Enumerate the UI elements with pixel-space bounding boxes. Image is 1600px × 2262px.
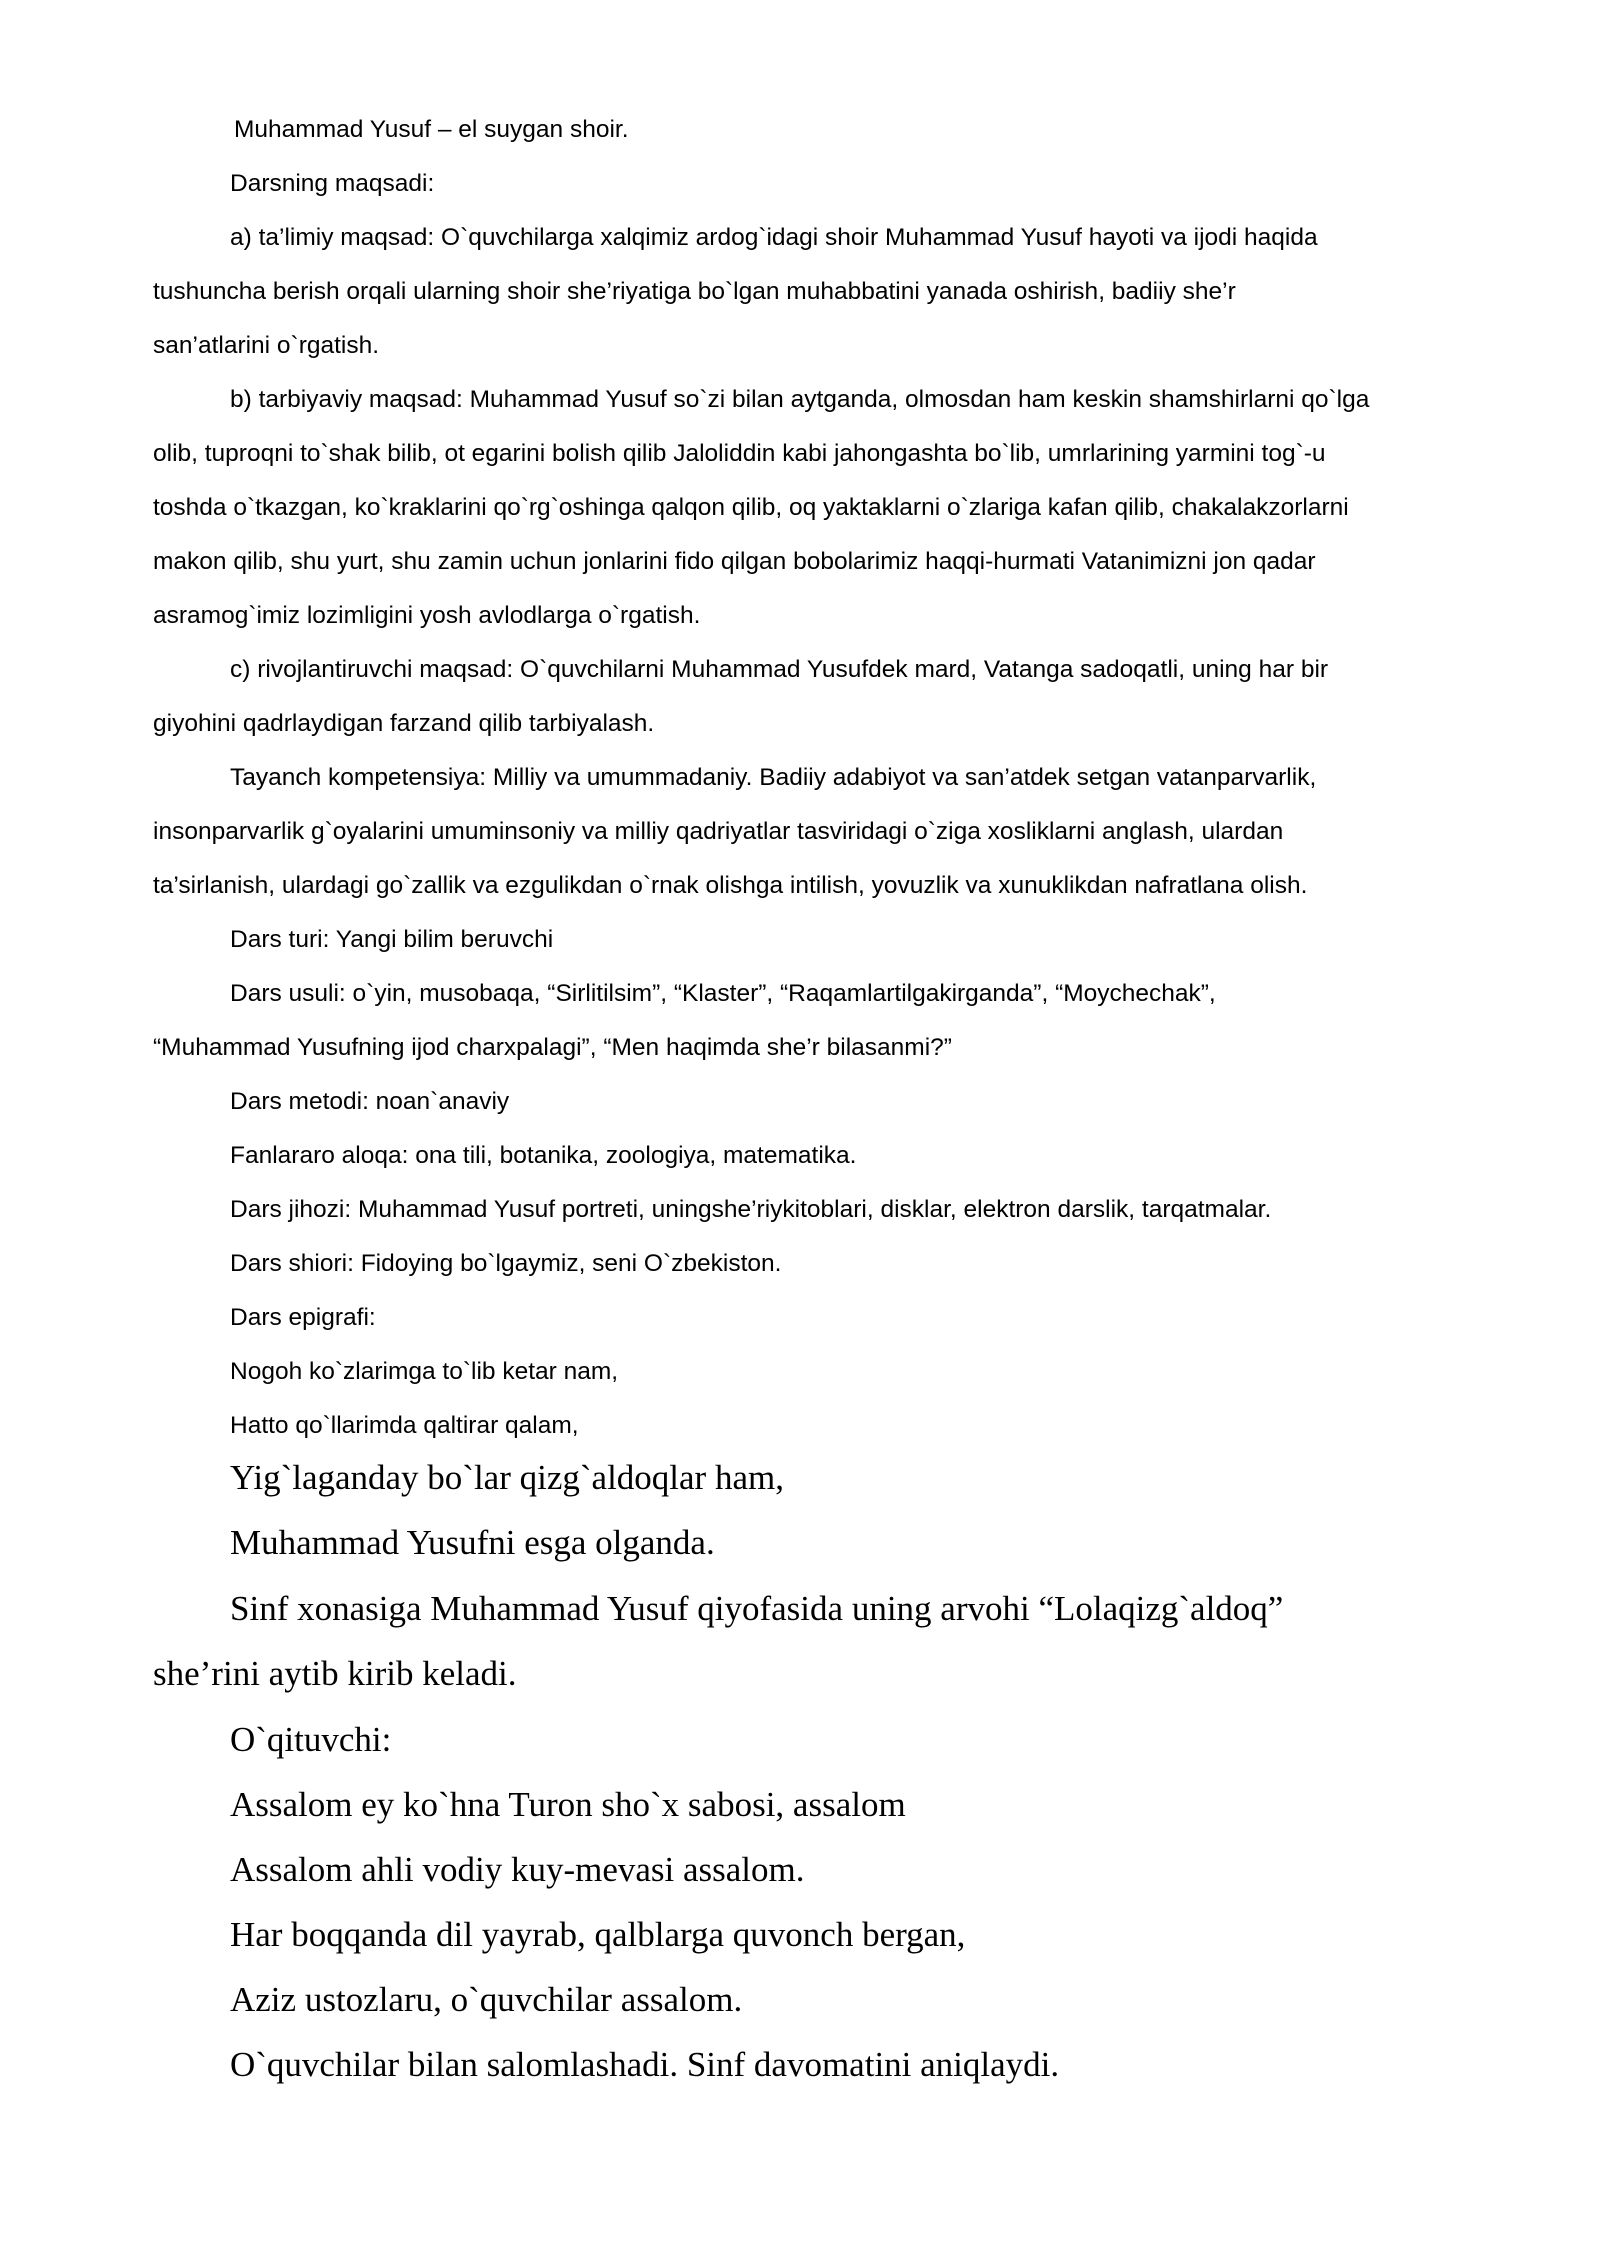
greeting-line: Assalom ey ko`hna Turon sho`x sabosi, assalom	[230, 1785, 906, 1824]
goal-a-line: tushuncha berish orqali ularning shoir she’riyatiga bo`lgan muhabbatini yanada oshirish, badiiy she’r	[153, 278, 1236, 305]
epigraph-line: Muhammad Yusufni esga olganda.	[230, 1523, 715, 1562]
lesson-method: Dars metodi: noan`anaviy	[230, 1088, 510, 1115]
greeting-line: Assalom ahli vodiy kuy-mevasi assalom.	[230, 1850, 805, 1889]
goals-heading: Darsning maqsadi:	[230, 170, 435, 197]
goal-b-line: olib, tuproqni to`shak bilib, ot egarini bolish qilib Jaloliddin kabi jahongashta bo`lib, umrlarining yarmini tog`-u	[153, 440, 1326, 467]
greeting-line: O`quvchilar bilan salomlashadi. Sinf davomatini aniqlaydi.	[230, 2045, 1060, 2084]
goal-b-line: toshda o`tkazgan, ko`kraklarini qo`rg`oshinga qalqon qilib, oq yaktaklarni o`zlariga kafan qilib, chakalakzorlarni	[153, 494, 1349, 521]
document-title: Muhammad Yusuf – el suygan shoir.	[234, 116, 629, 143]
scene-line: she’rini aytib kirib keladi.	[153, 1654, 517, 1693]
teacher-label: O`qituvchi:	[230, 1720, 392, 1759]
goal-a-line: a) ta’limiy maqsad: O`quvchilarga xalqimiz ardog`idagi shoir Muhammad Yusuf hayoti va ijodi haqida	[230, 224, 1318, 251]
lesson-type: Dars turi: Yangi bilim beruvchi	[230, 926, 554, 953]
scene-line: Sinf xonasiga Muhammad Yusuf qiyofasida uning arvohi “Lolaqizg`aldoq”	[230, 1589, 1284, 1628]
epigraph-line: Nogoh ko`zlarimga to`lib ketar nam,	[230, 1358, 619, 1385]
interdisciplinary-links: Fanlararo aloqa: ona tili, botanika, zoologiya, matematika.	[230, 1142, 857, 1169]
greeting-line: Aziz ustozlaru, o`quvchilar assalom.	[230, 1980, 743, 2019]
competency-line: Tayanch kompetensiya: Milliy va umummadaniy. Badiiy adabiyot va san’atdek setgan vatanparvarlik,	[230, 764, 1317, 791]
goal-b-line: asramog`imiz lozimligini yosh avlodlarga o`rgatish.	[153, 602, 701, 629]
lesson-style-line: Dars usuli: o`yin, musobaqa, “Sirlitilsim”, “Klaster”, “Raqamlartilgakirganda”, “Moychechak”,	[230, 980, 1216, 1007]
lesson-style-line: “Muhammad Yusufning ijod charxpalagi”, “Men haqimda she’r bilasanmi?”	[153, 1034, 952, 1061]
greeting-line: Har boqqanda dil yayrab, qalblarga quvonch bergan,	[230, 1915, 966, 1954]
competency-line: insonparvarlik g`oyalarini umuminsoniy va milliy qadriyatlar tasviridagi o`ziga xosliklarni anglash, ulardan	[153, 818, 1284, 845]
goal-c-line: giyohini qadrlaydigan farzand qilib tarbiyalash.	[153, 710, 655, 737]
goal-a-line: san’atlarini o`rgatish.	[153, 332, 380, 359]
goal-b-line: makon qilib, shu yurt, shu zamin uchun jonlarini fido qilgan bobolarimiz haqqi-hurmati Vatanimizni jon qadar	[153, 548, 1316, 575]
goal-b-line: b) tarbiyaviy maqsad: Muhammad Yusuf so`zi bilan aytganda, olmosdan ham keskin shamshirlarni qo`lga	[230, 386, 1370, 413]
lesson-equipment: Dars jihozi: Muhammad Yusuf portreti, uningshe’riykitoblari, disklar, elektron darslik, tarqatmalar.	[230, 1196, 1272, 1223]
goal-c-line: c) rivojlantiruvchi maqsad: O`quvchilarni Muhammad Yusufdek mard, Vatanga sadoqatli, uning har bir	[230, 656, 1329, 683]
competency-line: ta’sirlanish, ulardagi go`zallik va ezgulikdan o`rnak olishga intilish, yovuzlik va xunuklikdan nafratlana olish.	[153, 872, 1308, 899]
epigraph-heading: Dars epigrafi:	[230, 1304, 376, 1331]
epigraph-line: Yig`laganday bo`lar qizg`aldoqlar ham,	[230, 1458, 784, 1497]
lesson-motto: Dars shiori: Fidoying bo`lgaymiz, seni O`zbekiston.	[230, 1250, 782, 1277]
epigraph-line: Hatto qo`llarimda qaltirar qalam,	[230, 1412, 579, 1439]
